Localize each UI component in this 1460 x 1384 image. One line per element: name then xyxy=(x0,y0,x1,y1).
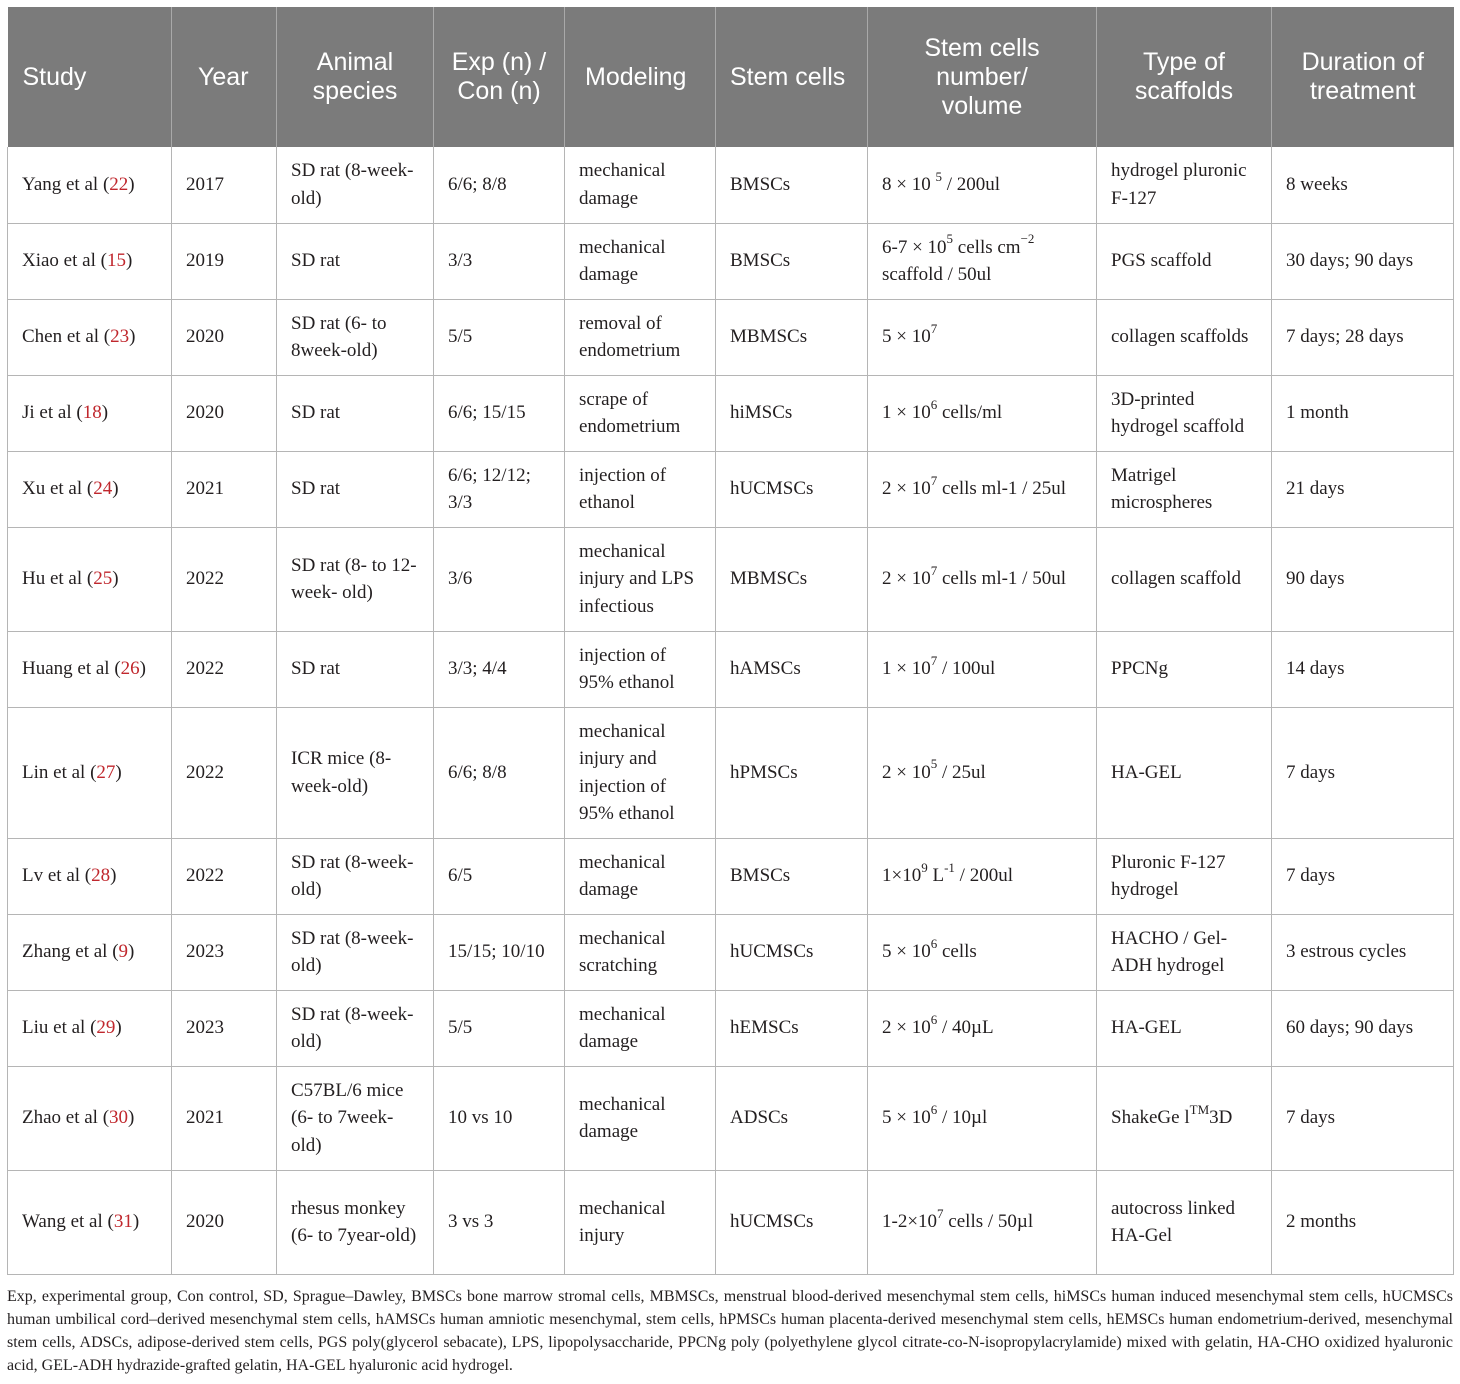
cell-exp-con: 3/6 xyxy=(434,527,565,631)
cell-type-of-scaffolds xyxy=(1097,1066,1272,1170)
cell-exp-con: 5/5 xyxy=(434,990,565,1066)
reference-link: 31 xyxy=(113,1211,133,1233)
cell-stem-cells: BMSCs xyxy=(716,223,868,299)
cell-animal-species: SD rat xyxy=(277,451,434,527)
cell-stem-cells-number xyxy=(868,707,1097,838)
number-unit: cells xyxy=(937,941,977,963)
study-name: Yang et al xyxy=(22,174,99,195)
number-base: 2 × 10 xyxy=(882,1017,931,1039)
cell-exp-con: 15/15; 10/10 xyxy=(434,914,565,990)
cell-stem-cells-number xyxy=(868,375,1097,451)
cell-stem-cells-number xyxy=(868,527,1097,631)
number-unit: cells / 50µl xyxy=(943,1211,1034,1233)
cell-year: 2022 xyxy=(172,838,277,914)
number-base: 5 × 10 xyxy=(882,941,931,963)
cell-study: Hu et al (25) xyxy=(8,527,172,631)
number-exponent: 7 xyxy=(930,562,938,578)
header-year: Year xyxy=(172,7,277,147)
header-study: Study xyxy=(8,7,172,147)
cell-duration: 30 days; 90 days xyxy=(1272,223,1454,299)
cell-type-of-scaffolds: PPCNg xyxy=(1097,631,1272,707)
cell-animal-species: C57BL/6 mice (6- to 7week-old) xyxy=(277,1066,434,1170)
cell-year: 2022 xyxy=(172,631,277,707)
table-footnote: Exp, experimental group, Con control, SD, Sprague–Dawley, BMSCs bone marrow stromal cells, MBMSCs, menstrual blood-derived mesenchymal stem cells, hiMSCs human induced mesenchymal stem cells, hUCMSCs human umbilical cord–derived mesenchymal stem cells, hAMSCs human amniotic mesenchymal, stem cells, hPMSCs human placenta-derived mesenchymal stem cells, hEMSCs human endometrium-derived, mesenchymal stem cells, ADSCs, adipose-derived stem cells, PGS poly(glycerol sebacate), LPS, lipopolysaccharide, PPCNg poly (polyethylene glycol citrate-co-N-isopropylacrylamide) mixed with gelatin, HA-CHO oxidized hyaluronic acid, GEL-ADH hydrazide-grafted gelatin, HA-GEL hyaluronic acid hydrogel. xyxy=(7,1288,1453,1374)
number-exponent: 7 xyxy=(930,320,938,336)
cell-year: 2021 xyxy=(172,1066,277,1170)
cell-stem-cells: hiMSCs xyxy=(716,375,868,451)
cell-year: 2023 xyxy=(172,914,277,990)
cell-stem-cells-number xyxy=(868,631,1097,707)
number-exponent: 6 xyxy=(930,1011,938,1027)
cell-modeling: mechanical damage xyxy=(565,147,716,223)
number-volume: / 200ul xyxy=(954,865,1013,887)
table-row xyxy=(8,527,1454,631)
number-unit: / 40µL xyxy=(937,1017,994,1039)
cell-type-of-scaffolds: Matrigel microspheres xyxy=(1097,451,1272,527)
cell-exp-con: 5/5 xyxy=(434,299,565,375)
cell-animal-species: SD rat (8-week-old) xyxy=(277,990,434,1066)
cell-year: 2017 xyxy=(172,147,277,223)
number-exponent: 5 xyxy=(935,168,942,184)
table-row xyxy=(8,1170,1454,1274)
cell-duration: 2 months xyxy=(1272,1170,1454,1274)
table-row xyxy=(8,299,1454,375)
study-name: Xiao et al xyxy=(22,250,96,272)
cell-modeling: mechanical scratching xyxy=(565,914,716,990)
table-body xyxy=(8,147,1454,1274)
number-unit: / 200ul xyxy=(941,174,1001,195)
table-row xyxy=(8,990,1454,1066)
cell-animal-species: SD rat (8- to 12- week- old) xyxy=(277,527,434,631)
cell-year: 2022 xyxy=(172,707,277,838)
table-row xyxy=(8,631,1454,707)
cell-modeling: injection of ethanol xyxy=(565,451,716,527)
cell-year: 2020 xyxy=(172,299,277,375)
number-base: 1×10 xyxy=(882,865,922,887)
stem-cell-scaffold-table xyxy=(7,7,1454,1275)
number-base: 1 × 10 xyxy=(882,402,931,424)
cell-stem-cells: hUCMSCs xyxy=(716,914,868,990)
number-exponent: 7 xyxy=(930,652,938,668)
trademark-superscript: TM xyxy=(1189,1101,1210,1117)
cell-exp-con: 6/6; 8/8 xyxy=(434,707,565,838)
number-exponent: 9 xyxy=(921,859,928,875)
cell-stem-cells-number xyxy=(868,1170,1097,1274)
cell-year: 2021 xyxy=(172,451,277,527)
cell-stem-cells: hAMSCs xyxy=(716,631,868,707)
cell-duration: 7 days xyxy=(1272,707,1454,838)
table-row xyxy=(8,707,1454,838)
cell-study: Lv et al (28) xyxy=(8,838,172,914)
cell-type-of-scaffolds: collagen scaffold xyxy=(1097,527,1272,631)
number-exponent: 5 xyxy=(946,231,954,247)
cell-stem-cells: ADSCs xyxy=(716,1066,868,1170)
header-exp-con: Exp (n) / Con (n) xyxy=(434,7,565,147)
cell-duration: 1 month xyxy=(1272,375,1454,451)
cell-modeling: mechanical injury xyxy=(565,1170,716,1274)
number-unit: / 100ul xyxy=(937,658,996,680)
number-base: 8 × 10 xyxy=(882,174,936,195)
study-name: Chen et al xyxy=(22,326,100,348)
cell-year: 2023 xyxy=(172,990,277,1066)
reference-link: 30 xyxy=(109,1107,129,1129)
cell-duration: 14 days xyxy=(1272,631,1454,707)
header-type-of-scaffolds: Type of scaffolds xyxy=(1097,7,1272,147)
cell-animal-species: SD rat (6- to 8week-old) xyxy=(277,299,434,375)
cell-animal-species: SD rat (8-week-old) xyxy=(277,914,434,990)
reference-link: 28 xyxy=(91,865,111,887)
reference-link: 9 xyxy=(118,941,129,963)
cell-modeling: removal of endometrium xyxy=(565,299,716,375)
unit-exponent: −2 xyxy=(1020,231,1035,247)
cell-modeling: injection of 95% ethanol xyxy=(565,631,716,707)
cell-stem-cells: BMSCs xyxy=(716,147,868,223)
cell-modeling: mechanical damage xyxy=(565,838,716,914)
number-base: 2 × 10 xyxy=(882,761,931,783)
cell-study: Wang et al (31) xyxy=(8,1170,172,1274)
table-header-row xyxy=(8,7,1454,147)
cell-duration: 7 days; 28 days xyxy=(1272,299,1454,375)
cell-type-of-scaffolds: autocross linked HA-Gel xyxy=(1097,1170,1272,1274)
table-row xyxy=(8,1066,1454,1170)
number-exponent: 7 xyxy=(930,472,938,488)
cell-exp-con: 6/5 xyxy=(434,838,565,914)
unit-exponent: -1 xyxy=(944,859,955,875)
cell-study: Liu et al (29) xyxy=(8,990,172,1066)
study-name: Ji et al xyxy=(22,402,72,424)
table-row xyxy=(8,375,1454,451)
study-name: Lv et al xyxy=(22,865,81,887)
cell-duration: 90 days xyxy=(1272,527,1454,631)
cell-stem-cells: MBMSCs xyxy=(716,299,868,375)
cell-modeling: scrape of endometrium xyxy=(565,375,716,451)
cell-stem-cells-number xyxy=(868,223,1097,299)
cell-animal-species: SD rat xyxy=(277,375,434,451)
cell-year: 2019 xyxy=(172,223,277,299)
cell-type-of-scaffolds: HA-GEL xyxy=(1097,990,1272,1066)
cell-study: Ji et al (18) xyxy=(8,375,172,451)
number-unit: cells cm xyxy=(953,236,1021,258)
cell-duration: 60 days; 90 days xyxy=(1272,990,1454,1066)
cell-modeling: mechanical damage xyxy=(565,990,716,1066)
reference-link: 25 xyxy=(93,568,113,590)
number-base: 1 × 10 xyxy=(882,658,931,680)
cell-study: Chen et al (23) xyxy=(8,299,172,375)
cell-type-of-scaffolds: collagen scaffolds xyxy=(1097,299,1272,375)
study-name: Wang et al xyxy=(22,1211,103,1233)
reference-link: 23 xyxy=(110,326,130,348)
cell-animal-species: SD rat (8-week-old) xyxy=(277,838,434,914)
cell-animal-species: SD rat xyxy=(277,223,434,299)
cell-study: Zhao et al (30) xyxy=(8,1066,172,1170)
table-row xyxy=(8,147,1454,223)
cell-animal-species: ICR mice (8-week-old) xyxy=(277,707,434,838)
cell-type-of-scaffolds: PGS scaffold xyxy=(1097,223,1272,299)
cell-duration: 7 days xyxy=(1272,1066,1454,1170)
cell-study: Lin et al (27) xyxy=(8,707,172,838)
cell-exp-con: 10 vs 10 xyxy=(434,1066,565,1170)
cell-duration: 3 estrous cycles xyxy=(1272,914,1454,990)
reference-link: 27 xyxy=(96,761,116,783)
cell-stem-cells-number xyxy=(868,299,1097,375)
number-base: 2 × 10 xyxy=(882,478,931,500)
cell-exp-con: 6/6; 12/12; 3/3 xyxy=(434,451,565,527)
cell-exp-con: 6/6; 15/15 xyxy=(434,375,565,451)
cell-year: 2022 xyxy=(172,527,277,631)
table-container xyxy=(7,7,1453,1275)
study-name: Liu et al xyxy=(22,1017,86,1039)
number-exponent: 6 xyxy=(930,1101,938,1117)
cell-year: 2020 xyxy=(172,1170,277,1274)
table-row xyxy=(8,838,1454,914)
cell-animal-species: SD rat (8-week-old) xyxy=(277,147,434,223)
header-duration: Duration of treatment xyxy=(1272,7,1454,147)
cell-stem-cells-number xyxy=(868,1066,1097,1170)
cell-duration: 7 days xyxy=(1272,838,1454,914)
number-unit: cells/ml xyxy=(937,402,1003,424)
study-name: Lin et al xyxy=(22,761,86,783)
number-exponent: 7 xyxy=(937,1205,944,1221)
cell-stem-cells-number xyxy=(868,451,1097,527)
cell-duration: 8 weeks xyxy=(1272,147,1454,223)
number-base: 5 × 10 xyxy=(882,1107,931,1129)
cell-modeling: mechanical damage xyxy=(565,223,716,299)
number-base: 5 × 10 xyxy=(882,326,931,348)
header-stem-cells-number: Stem cells number/ volume xyxy=(868,7,1097,147)
cell-type-of-scaffolds: Pluronic F-127 hydrogel xyxy=(1097,838,1272,914)
scaffold-suffix: 3D xyxy=(1209,1107,1233,1129)
cell-stem-cells: hPMSCs xyxy=(716,707,868,838)
number-base: 6-7 × 10 xyxy=(882,236,947,258)
number-unit: / 10µl xyxy=(937,1107,988,1129)
number-unit: L xyxy=(927,865,945,887)
table-row xyxy=(8,223,1454,299)
cell-stem-cells: hUCMSCs xyxy=(716,451,868,527)
number-exponent: 6 xyxy=(930,396,938,412)
reference-link: 15 xyxy=(106,250,126,272)
number-unit: cells ml-1 / 25ul xyxy=(937,478,1066,500)
cell-animal-species: SD rat xyxy=(277,631,434,707)
cell-modeling: mechanical damage xyxy=(565,1066,716,1170)
cell-duration: 21 days xyxy=(1272,451,1454,527)
study-name: Xu et al xyxy=(22,478,83,500)
number-unit: / 25ul xyxy=(937,761,986,783)
cell-study: Xiao et al (15) xyxy=(8,223,172,299)
cell-type-of-scaffolds: HA-GEL xyxy=(1097,707,1272,838)
cell-modeling: mechanical injury and LPS infectious xyxy=(565,527,716,631)
study-name: Zhao et al xyxy=(22,1107,98,1129)
cell-study: Huang et al (26) xyxy=(8,631,172,707)
cell-stem-cells: hEMSCs xyxy=(716,990,868,1066)
cell-study: Xu et al (24) xyxy=(8,451,172,527)
header-animal-species: Animal species xyxy=(277,7,434,147)
study-name: Zhang et al xyxy=(22,941,108,963)
study-name: Hu et al xyxy=(22,568,83,590)
cell-exp-con: 3/3; 4/4 xyxy=(434,631,565,707)
cell-animal-species: rhesus monkey (6- to 7year-old) xyxy=(277,1170,434,1274)
cell-exp-con: 3/3 xyxy=(434,223,565,299)
cell-stem-cells-number xyxy=(868,147,1097,223)
cell-stem-cells: hUCMSCs xyxy=(716,1170,868,1274)
reference-link: 18 xyxy=(82,402,102,424)
number-exponent: 6 xyxy=(930,935,938,951)
cell-stem-cells: MBMSCs xyxy=(716,527,868,631)
reference-link: 29 xyxy=(96,1017,116,1039)
number-volume: scaffold / 50ul xyxy=(882,264,992,285)
number-base: 1-2×10 xyxy=(882,1211,938,1233)
table-row xyxy=(8,914,1454,990)
cell-type-of-scaffolds: hydrogel pluronic F-127 xyxy=(1097,147,1272,223)
study-name: Huang et al xyxy=(22,658,110,680)
cell-study: Zhang et al (9) xyxy=(8,914,172,990)
cell-type-of-scaffolds: 3D-printed hydrogel scaffold xyxy=(1097,375,1272,451)
cell-stem-cells-number xyxy=(868,990,1097,1066)
cell-exp-con: 6/6; 8/8 xyxy=(434,147,565,223)
reference-link: 22 xyxy=(109,174,129,195)
cell-modeling: mechanical injury and injection of 95% ethanol xyxy=(565,707,716,838)
number-base: 2 × 10 xyxy=(882,568,931,590)
cell-exp-con: 3 vs 3 xyxy=(434,1170,565,1274)
header-stem-cells: Stem cells xyxy=(716,7,868,147)
cell-year: 2020 xyxy=(172,375,277,451)
number-unit: cells ml-1 / 50ul xyxy=(937,568,1066,590)
cell-stem-cells-number xyxy=(868,838,1097,914)
reference-link: 24 xyxy=(93,478,113,500)
cell-stem-cells: BMSCs xyxy=(716,838,868,914)
cell-study: Yang et al (22) xyxy=(8,147,172,223)
header-modeling: Modeling xyxy=(565,7,716,147)
reference-link: 26 xyxy=(120,658,140,680)
number-exponent: 5 xyxy=(930,756,938,772)
cell-stem-cells-number xyxy=(868,914,1097,990)
scaffold-name: ShakeGe l xyxy=(1111,1107,1190,1129)
table-row xyxy=(8,451,1454,527)
cell-type-of-scaffolds: HACHO / Gel-ADH hydrogel xyxy=(1097,914,1272,990)
